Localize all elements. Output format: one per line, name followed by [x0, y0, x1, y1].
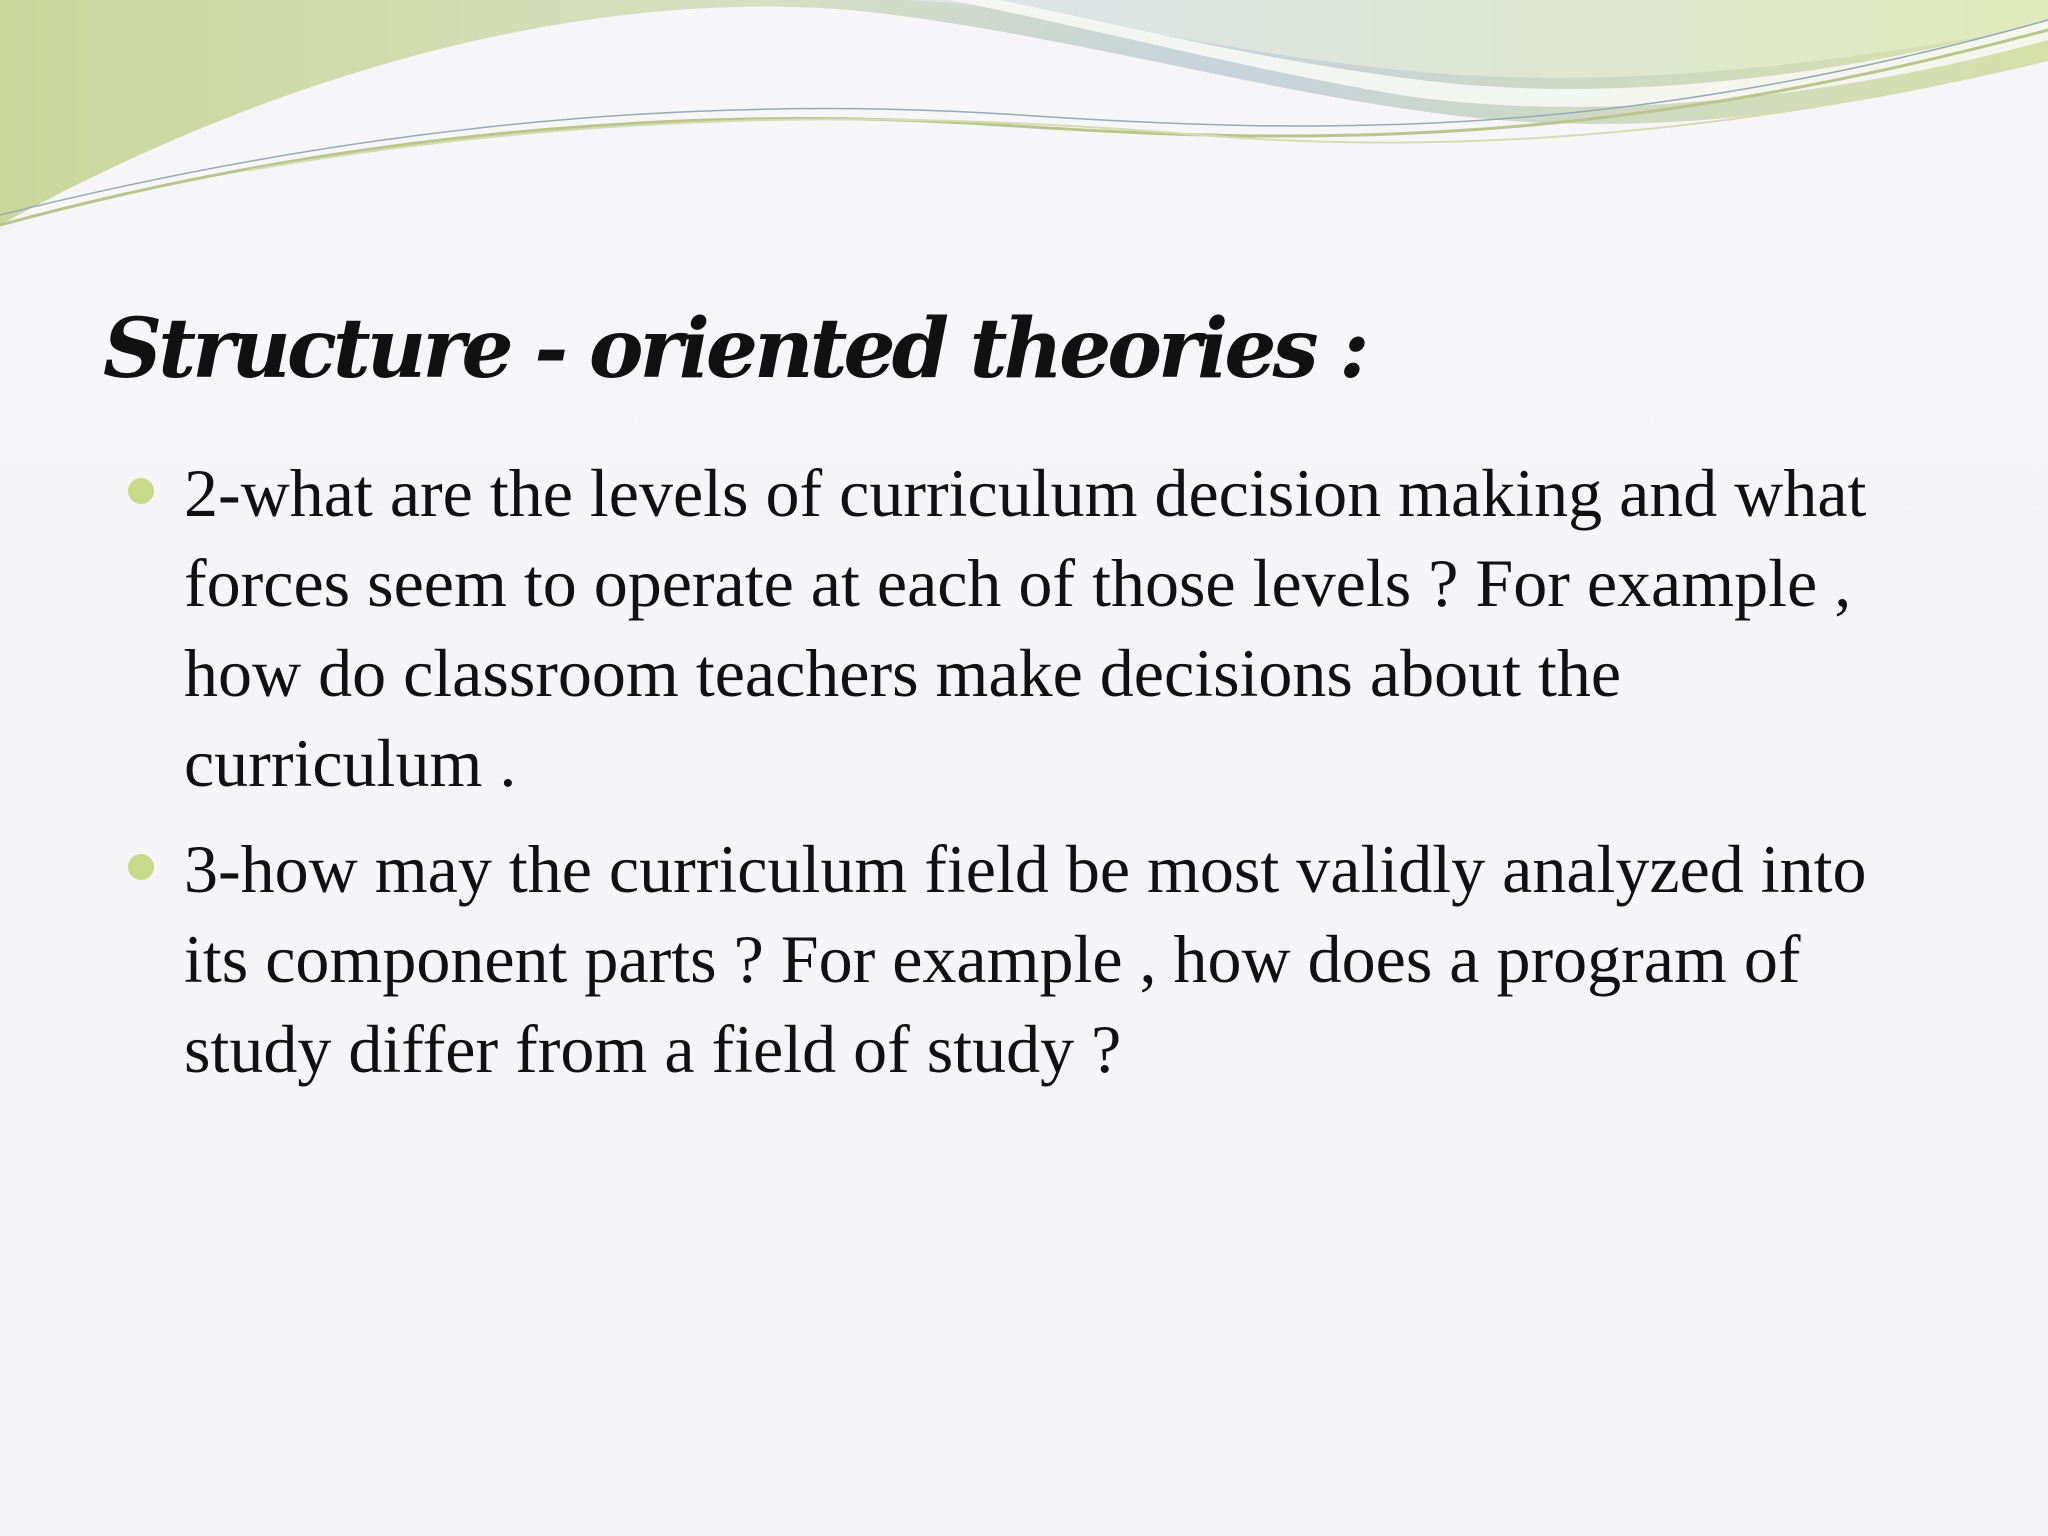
bullet-list	[128, 448, 1928, 1110]
bullet-item	[128, 448, 1928, 808]
bullet-dot-icon	[128, 854, 154, 880]
bullet-item	[128, 824, 1928, 1094]
bullet-text: 2-what are the levels of curriculum decision making and what forces seem to operate at each of those levels ? For example , how do classroom teachers make decisions about the curriculum .	[184, 455, 1867, 801]
slide-title: Structure - oriented theories :	[103, 301, 1366, 397]
bullet-dot-icon	[128, 478, 154, 504]
header-wave-decoration	[0, 0, 2048, 260]
bullet-text: 3-how may the curriculum field be most validly analyzed into its component parts ? For example , how does a program of study differ from a field of study ?	[184, 831, 1867, 1087]
